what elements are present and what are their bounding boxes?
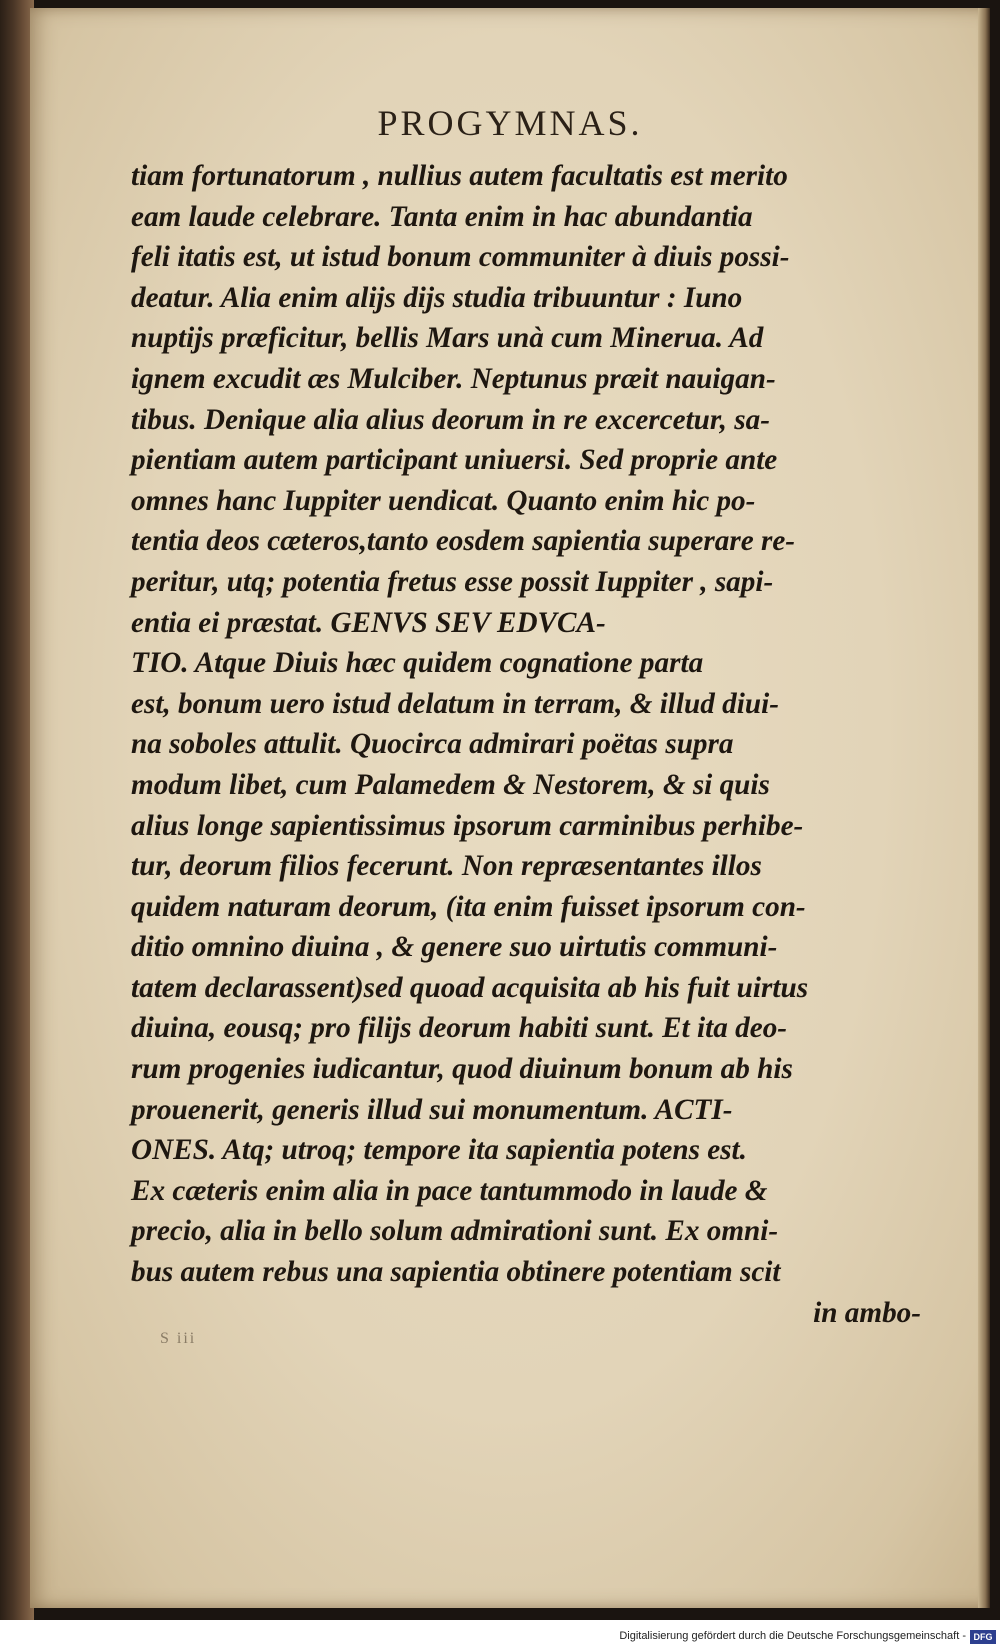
signature-mark: S iii <box>160 1330 197 1347</box>
text-line: TIO. Atque Diuis hæc quidem cognatione parta <box>131 647 704 680</box>
text-line: prouenerit, generis illud sui monumentum. ACTI- <box>131 1093 733 1126</box>
text-line: rum progenies iudicantur, quod diuinum bonum ab his <box>131 1053 793 1086</box>
body-text <box>131 156 921 1333</box>
text-line: na soboles attulit. Quocirca admirari poëtas supra <box>131 728 734 761</box>
dfg-logo: DFG <box>970 1630 996 1644</box>
text-line: ignem excudit æs Mulciber. Neptunus præit nauigan- <box>131 362 776 395</box>
catchword: in ambo- <box>813 1296 921 1329</box>
text-line: tatem declarassent)sed quoad acquisita ab his fuit uirtus <box>131 971 809 1004</box>
text-line: tibus. Denique alia alius deorum in re excercetur, sa- <box>131 403 770 436</box>
text-line: tentia deos cæteros,tanto eosdem sapientia superare re- <box>131 525 795 558</box>
text-line: tiam fortunatorum , nullius autem facultatis est merito <box>131 160 788 192</box>
text-line: pientiam autem participant uniuersi. Sed proprie ante <box>131 444 778 477</box>
book-page <box>30 8 990 1608</box>
text-line: ONES. Atq; utroq; tempore ita sapientia potens est. <box>131 1134 747 1167</box>
text-line: bus autem rebus una sapientia obtinere potentiam scit <box>131 1256 781 1289</box>
text-line: est, bonum uero istud delatum in terram, & illud diui- <box>131 687 779 720</box>
text-line: Ex cæteris enim alia in pace tantummodo in laude & <box>131 1174 768 1207</box>
book-spine <box>0 0 34 1620</box>
text-line: omnes hanc Iuppiter uendicat. Quanto enim hic po- <box>131 484 756 517</box>
text-line: eam laude celebrare. Tanta enim in hac abundantia <box>131 200 753 233</box>
text-line: ditio omnino diuina , & genere suo uirtutis communi- <box>131 931 778 964</box>
text-line: diuina, eousq; pro filijs deorum habiti sunt. Et ita deo- <box>131 1012 788 1045</box>
text-line: nuptijs præficitur, bellis Mars unà cum Minerua. Ad <box>131 322 764 355</box>
text-line: precio, alia in bello solum admirationi sunt. Ex omni- <box>131 1215 779 1248</box>
text-line: entia ei præstat. GENVS SEV EDVCA- <box>131 606 606 639</box>
page-edge <box>978 8 990 1608</box>
running-head: PROGYMNAS. <box>377 103 643 143</box>
funding-credit: Digitalisierung gefördert durch die Deutsche Forschungsgemeinschaft - <box>619 1630 966 1642</box>
text-line: tur, deorum filios fecerunt. Non repræsentantes illos <box>131 850 762 883</box>
footer-bar <box>0 1620 1000 1650</box>
text-line: deatur. Alia enim alijs dijs studia tribuuntur : Iuno <box>131 281 743 314</box>
text-line: feli itatis est, ut istud bonum communiter à diuis possi- <box>131 241 790 274</box>
text-line: alius longe sapientissimus ipsorum carminibus perhibe- <box>131 809 804 842</box>
text-line: modum libet, cum Palamedem & Nestorem, & si quis <box>131 768 770 801</box>
text-line: quidem naturam deorum, (ita enim fuisset ipsorum con- <box>131 890 806 923</box>
text-line: peritur, utq; potentia fretus esse possit Iuppiter , sapi- <box>131 565 774 598</box>
